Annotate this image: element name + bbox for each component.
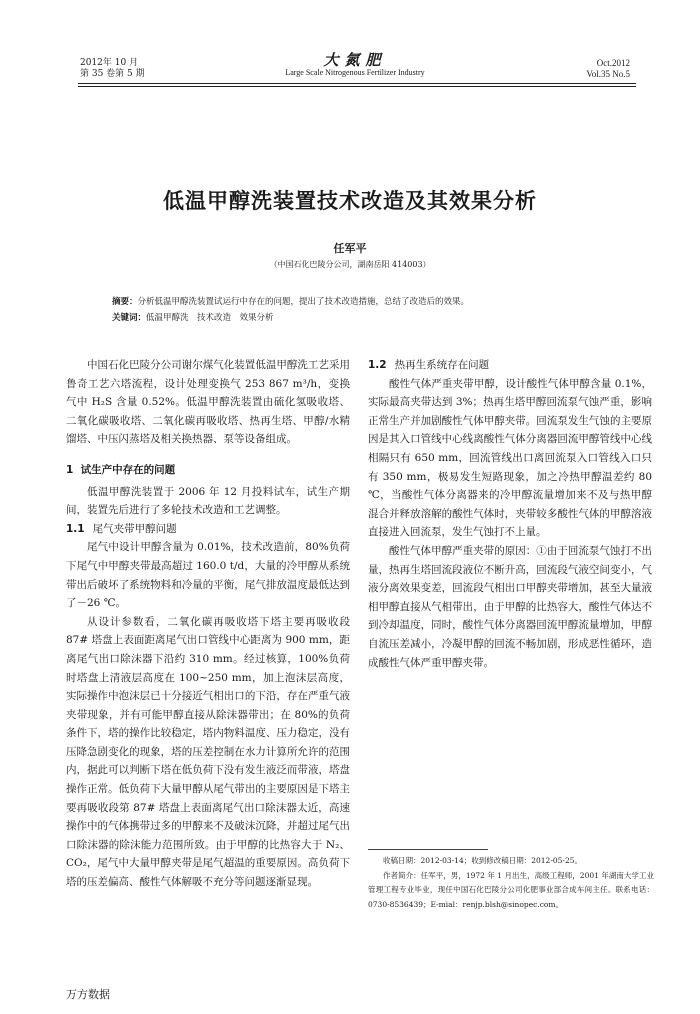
section-1-paragraph: 低温甲醇洗装置于 2006 年 12 月投料试车，试生产期间，装置先后进行了多轮技术改造和工艺调整。	[66, 485, 350, 517]
keywords-text: 低温甲醇洗 技术改造 效果分析	[146, 313, 274, 323]
section-1-1-title: 尾气夹带甲醇问题	[92, 522, 177, 535]
header-rule-bottom	[78, 86, 636, 87]
abstract	[112, 294, 612, 310]
author-affiliation: （中国石化巴陵分公司，湖南岳阳 414003）	[269, 260, 431, 269]
issue-date-en: Oct.2012	[596, 58, 630, 68]
issue-date-cn: 2012年 10 月	[80, 58, 139, 68]
section-1-1-paragraph-2: 从设计参数看，二氧化碳再吸收塔下塔主要再吸收段 87# 塔盘上表面距离尾气出口管线中心距离为 900 mm，距离尾气出口除沫器下沿约 310 mm。经过核算，100%负荷时塔盘上清液层高度在 100~250 mm，加上泡沫层高度，实际操作中泡沫层已十分接近气相出口的下沿，存在严重气液夹带现象，并有可能甲醇直接从除沫器带出；在 80%的负荷条件下，塔的操作比较稳定，塔内物料温度、压力稳定，没有压降急剧变化的现象，塔的压差控制在水力计算所允许的范围内，据此可以判断下塔在低负荷下没有发生液泛而带液，塔盘操作正常。低负荷下大量甲醇从尾气带出的主要原因是下塔主要再吸收段第 87# 塔盘上表面离尾气出口除沫器太近，高速操作中的气体携带过多的甲醇来不及破沫沉降，并超过尾气出口除沫器的除沫能力范围所致。由于甲醇的比热容大于 N₂、CO₂，尾气中大量甲醇夹带是尾气超温的重要原因。高负荷下塔的压差偏高、酸性气体解吸不充分等问题逐渐显现。	[66, 615, 350, 889]
section-1-1-paragraph-1: 尾气中设计甲醇含量为 0.01%，技术改造前，80%负荷下尾气中甲醇夹带最高超过 160.0 t/d，大量的冷甲醇从系统带出后破坏了系统物料和冷量的平衡，尾气排放温度最低达到了－26 ℃。	[66, 541, 350, 610]
issue-volume-cn: 第 35 卷第 5 期	[80, 69, 145, 79]
body-column-left	[66, 356, 350, 892]
keywords-label: 关键词：	[112, 313, 147, 323]
footnote-received-date: 收稿日期：2012-03-14；收到修改稿日期：2012-05-25。	[383, 856, 582, 865]
section-1-2-heading	[368, 356, 652, 375]
author-name: 任军平	[333, 242, 367, 255]
section-1-2-number: 1.2	[368, 359, 387, 371]
journal-english-name: Large Scale Nitrogenous Fertilizer Industry	[285, 68, 425, 77]
section-1-2-title: 热再生系统存在问题	[394, 359, 490, 371]
section-1-1-heading	[66, 520, 350, 539]
footnote-author-bio: 作者简介：任军平，男，1972 年 1 月出生，高级工程师，2001 年湖南大学工业管理工程专业毕业，现任中国石化巴陵分公司化肥事业部合成车间主任。联系电话：0730-8536439；E-mial：renjp.blsh@sinopec.com。	[368, 870, 654, 909]
section-1-number: 1	[66, 463, 74, 476]
abstract-label: 摘要：	[112, 297, 138, 307]
section-1-title: 试生产中存在的问题	[80, 463, 176, 476]
journal-logo: 大氮肥	[323, 51, 387, 69]
keywords	[112, 310, 612, 326]
article-title: 低温甲醇洗装置技术改造及其效果分析	[163, 189, 537, 213]
abstract-text: 分析低温甲醇洗装置试运行中存在的问题，提出了技术改造措施，总结了改造后的效果。	[137, 297, 470, 307]
header-rule-top	[78, 83, 636, 84]
issue-volume-en: Vol.35 No.5	[586, 69, 630, 79]
abstract-block	[112, 294, 612, 326]
section-1-2-paragraph-2: 酸性气体甲醇严重夹带的原因：①由于回流泵气蚀打不出量，热再生塔回流段液位不断升高，回流段气液空间变小，气液分离效果变差，回流段气相出口甲醇夹带增加，甚至大量液相甲醇直接从气相带出，由于甲醇的比热容大，酸性气体达不到冷却温度，同时，酸性气体分离器回流甲醇流量增加，甲醇自流压差减小，冷凝甲醇的回流不畅加剧，形成恶性循环，造成酸性气体严重甲醇夹带。	[368, 544, 652, 669]
body-column-right	[368, 356, 652, 672]
running-header-right	[586, 58, 630, 80]
section-1-heading	[66, 461, 350, 480]
watermark-text: 万方数据	[66, 988, 110, 1001]
running-header-left	[80, 58, 145, 80]
intro-paragraph: 中国石化巴陵分公司谢尔煤气化装置低温甲醇洗工艺采用鲁奇工艺六塔流程，设计处理变换气 253 867 m³/h，变换气中 H₂S 含量 0.52%。低温甲醇洗装置由硫化氢吸收塔、二氧化碳吸收塔、二氧化碳再吸收塔、热再生塔、甲醇/水精馏塔、中压闪蒸塔及相关换热器、泵等设备组成。	[66, 359, 350, 446]
running-header-center	[260, 52, 450, 78]
section-1-2-paragraph-1: 酸性气体严重夹带甲醇，设计酸性气体甲醇含量 0.1%，实际最高夹带达到 3%；热再生塔甲醇回流泵气蚀严重，影响正常生产并加剧酸性气体甲醇夹带。回流泵发生气蚀的主要原因是其入口管线中心线离酸性气体分离器回流甲醇管线中心线相隔只有 650 mm，回流管线出口离回流泵入口管线入口只有 350 mm，极易发生短路现象，加之冷热甲醇温差约 80 ℃，当酸性气体分离器来的冷甲醇流量增加来不及与热甲醇混合并释放溶解的酸性气体时，夹带较多酸性气体的甲醇溶液直接进入回流泵，发生气蚀打不上量。	[368, 377, 652, 539]
footnote-rule	[368, 849, 488, 850]
footnote	[368, 854, 654, 912]
section-1-1-number: 1.1	[66, 522, 85, 535]
